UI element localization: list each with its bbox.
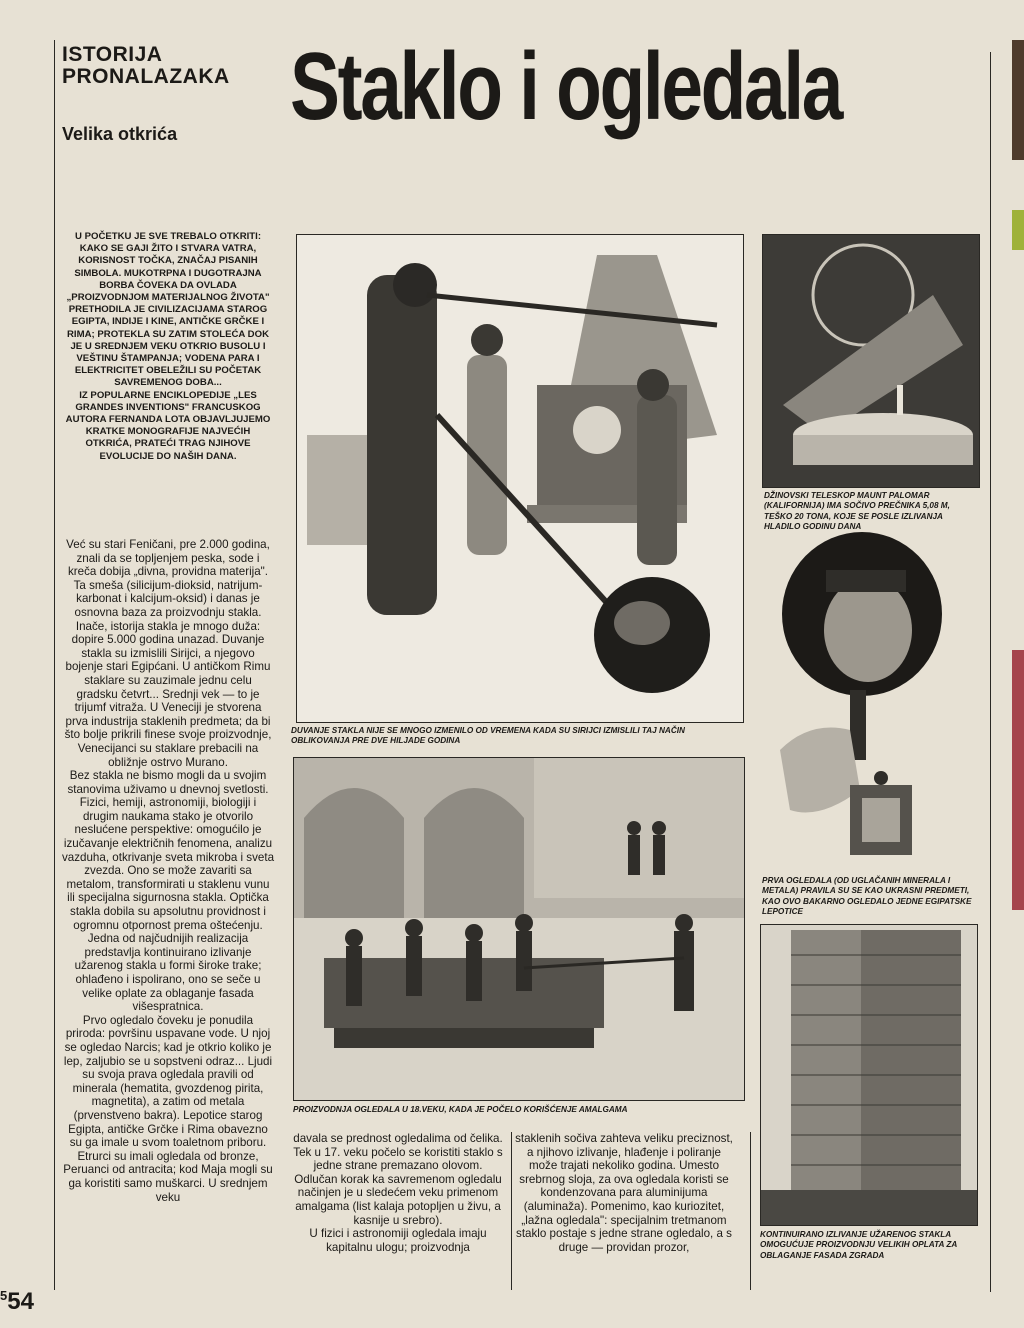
series-line-1: ISTORIJA <box>62 43 163 66</box>
lead-p1: U POČETKU JE SVE TREBALO OTKRITI: KAKO SE GAJI ŽITO I STVARA VATRA, KORISNOST TOČKA, ZNAČAJ PISANIH SIMBOLA. MUKOTRPNA I DUGOTRAJNA BORBA ČOVEKA DA OVLADA „PROIZVODNJOM MATERIJALNOG ŽIVOTA" PRETHODILA JE CIVILIZACIJAMA STAROG EGIPTA, INDIJE I KINE, ANTIČKE GRČKE I RIMA; PROTEKLA SU ZATIM STOLEĆA DOK JE U SREDNJEM VEKU OTKRIO BUSOLU I VEŠTINU ŠTAMPANJA; VODENA PARA I ELEKTRICITET OBELEŽILI SU POČETAK SAVREMENOG DOBA... <box>66 231 270 389</box>
col1-paragraph-3: Prvo ogledalo čoveku je ponudila priroda: površinu uspavane vode. U njoj se ogledao Narcis; kad je otkrio koliko je lep, zaljubio se u sopstveni odraz... Ljudi su svoja prava ogledala pravili od minerala (hematita, gvozdenog pirita, magnetita), a zatim od metala (prvenstveno bakra). Lepotice starog Egipta, antičke Grčke i Rima obavezno su ga imale u svom toaletnom priboru. Etrurci su imali ogledala od bronze, Peruanci od antracita; kod Maja mogli su ga koristiti samo muškarci. U srednjem veku <box>63 1013 273 1204</box>
first-mirrors-caption: PRVA OGLEDALA (OD UGLAČANIH MINERALA I METALA) PRAVILA SU SE KAO UKRASNI PREDMETI, KAO OVO BAKARNO OGLEDALO JEDNE EGIPATSKE LEPOTICE <box>762 876 972 917</box>
article-column-3 <box>515 1132 733 1254</box>
edge-stain-red <box>1012 650 1024 910</box>
mirror-production-illustration <box>293 757 745 1101</box>
lead-paragraph <box>62 231 274 463</box>
article-title: Staklo i ogledala <box>290 33 842 140</box>
left-column-rule <box>54 40 55 1290</box>
series-line-2: PRONALAZAKA <box>62 65 230 88</box>
telescope-caption: DŽINOVSKI TELESKOP MAUNT PALOMAR (KALIFORNIJA) IMA SOČIVO PREČNIKA 5,08 M, TEŠKO 20 TONA, KOJE SE POSLE IZLIVANJA HLADILO GODINU DANA <box>764 491 950 532</box>
bottom-divider-2 <box>750 1132 751 1290</box>
right-page-rule <box>990 52 991 1292</box>
glass-building-photo <box>760 924 978 1226</box>
continuous-casting-caption: KONTINUIRANO IZLIVANJE UŽARENOG STAKLA OMOGUĆUJE PROIZVODNJU VELIKIH OPLATA ZA OBLAGANJE FASADA ZGRADA <box>760 1230 957 1260</box>
article-column-2 <box>291 1132 505 1254</box>
page-number <box>0 1288 34 1316</box>
egyptian-mirror-illustration <box>770 530 985 860</box>
telescope-photo <box>762 234 980 488</box>
glassblowing-illustration <box>296 234 744 723</box>
col3-paragraph-1: staklenih sočiva zahteva veliku preciznost, a njihovo izlivanje, hlađenje i poliranje može trajati nekoliko godina. Umesto srebrnog sloja, za ova ogledala koristi se kondenzovana para aluminijuma (aluminaža). Pomenimo, kao kuriozitet, „lažna ogledala": specijalnim tretmanom staklo postaje s jedne strane ogledalo, a s druge — providan prozor, <box>515 1132 733 1254</box>
series-label <box>62 44 230 88</box>
bottom-divider-1 <box>511 1132 512 1290</box>
col2-paragraph-2: U fizici i astronomiji ogledala imaju kapitalnu ulogu; proizvodnja <box>309 1227 487 1254</box>
mirror-production-caption: PROIZVODNJA OGLEDALA U 18.VEKU, KADA JE POČELO KORIŠĆENJE AMALGAMA <box>293 1105 628 1114</box>
col2-paragraph-1: davala se prednost ogledalima od čelika. Tek u 17. veku počelo se koristiti staklo s jedne strane premazano olovom. Odlučan korak ka savremenom ogledalu načinjen je u sledećem veku primenom amalgama (list kalaja potopljen u živu, a kasnije u srebro). <box>293 1132 503 1227</box>
edge-stain-top <box>1012 40 1024 160</box>
series-subtitle: Velika otkrića <box>62 124 178 144</box>
glassblowing-caption: DUVANJE STAKLA NIJE SE MNOGO IZMENILO OD VREMENA KADA SU SIRIJCI IZMISLILI TAJ NAČIN OBLIKOVANJA PRE DVE HILJADE GODINA <box>291 726 685 746</box>
col1-paragraph-2: Bez stakla ne bismo mogli da u svojim stanovima uživamo u dnevnoj svetlosti. Fizici, hemiji, astronomiji, biologiji i drugim naukama stako je otvorilo neslućene perspektive: omogućilo je izučavanje električnih fenomena, analizu vazduha, otkrivanje sveta mikroba i sveta zvezda. Ono se može zavariti sa metalom, transformirati u staklenu vunu ili specijalna sigurnosna stakla. Optička stakla dobila su apsolutnu providnost i ogromnu otpornost prema oštećenju. Jedna od najčudnijih realizacija predstavlja kontinuirano izlivanje užarenog stakla u formi široke trake; ohlađeno i ispolirano, ono se seče u velike oplate za oblaganje fasada višespratnica. <box>62 769 275 1014</box>
article-column-1 <box>62 538 274 1204</box>
page-number-value: 54 <box>7 1288 34 1315</box>
edge-stain-green <box>1012 210 1024 250</box>
edge-mark: 5 <box>0 1288 8 1303</box>
col1-paragraph-1: Već su stari Feničani, pre 2.000 godina, znali da se topljenjem peska, sode i kreča dobija „divna, providna materija". Ta smeša (silicijum-dioksid, natrijum-karbonat i kalcijum-oksid) i danas je osnovna baza za proizvodnju stakla. Inače, istorija stakla je mnogo duža: dopire 5.000 godina unazad. Duvanje stakla su izmislili Sirijci, a njegovo bojenje stari Egipćani. U antičkom Rimu staklare su zauzimale jednu celu gradsku četvrt... Srednji vek — to je trijumf vitraža. U Veneciji je stvorena prva industrija staklenih predmeta; da bi što bolje prikrili finese svoje proizvodnje, Venecijanci su staklare prebacili na obližnje ostrvo Murano. <box>64 538 272 769</box>
lead-p2: IZ POPULARNE ENCIKLOPEDIJE „LES GRANDES INVENTIONS" FRANCUSKOG AUTORA FERNANDA LOTA OBJAVLJUJEMO KRATKE MONOGRAFIJE NAJVEĆIH OTKRIĆA, PRATEĆI TRAG NJIHOVE EVOLUCIJE DO NAŠIH DANA. <box>65 389 271 462</box>
